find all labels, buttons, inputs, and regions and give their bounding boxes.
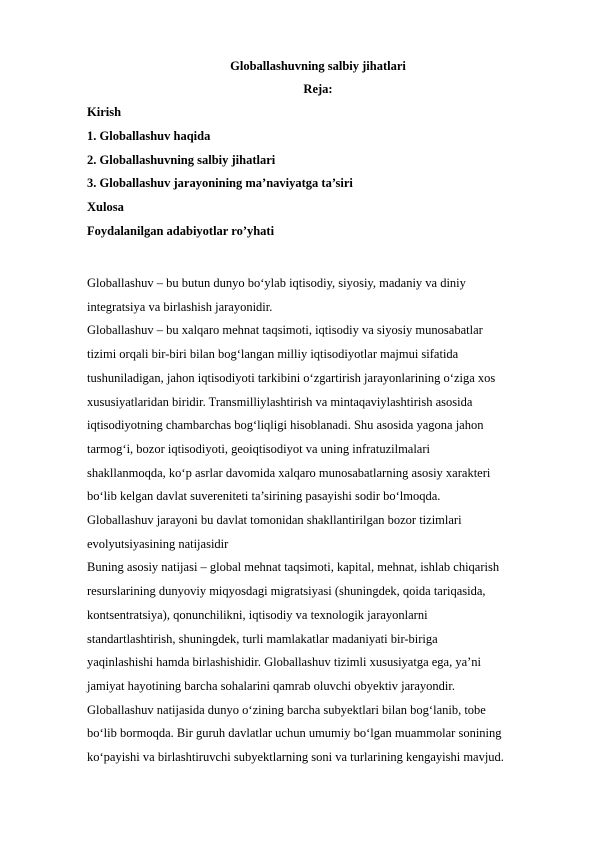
table-of-contents	[87, 101, 547, 244]
text-line: Globallashuv – bu xalqaro mehnat taqsimoti, iqtisodiy va siyosiy munosabatlar	[87, 323, 483, 338]
text-line: yaqinlashishi hamda birlashishidir. Globallashuv tizimli xususiyatga ega, ya’ni	[87, 655, 482, 670]
toc-item: 3. Globallashuv jarayonining ma’naviyatga ta’siri	[87, 176, 353, 191]
text-line: integratsiya va birlashish jarayonidir.	[87, 299, 273, 314]
text-line: bo‘lib bormoqda. Bir guruh davlatlar uchun umumiy bo‘lgan muammolar sonining	[87, 726, 502, 741]
toc-item: Foydalanilgan adabiyotlar ro’yhati	[87, 223, 275, 238]
text-line: standartlashtirish, shuningdek, turli mamlakatlar madaniyati bir-biriga	[87, 631, 438, 646]
text-line: tushuniladigan, jahon iqtisodiyoti tarkibini o‘zgartirish jarayonlarining o‘ziga xos	[87, 370, 496, 385]
text-line: resurslarining dunyoviy miqyosdagi migratsiyasi (shuningdek, qoida tariqasida,	[87, 584, 486, 599]
text-line: ko‘payishi va birlashtiruvchi subyektlarning soni va turlarining kengayishi mavjud.	[87, 750, 504, 765]
text-line: Globallashuv – bu butun dunyo bo‘ylab iqtisodiy, siyosiy, madaniy va diniy	[87, 276, 466, 290]
text-line: xususiyatlaridan biridir. Transmilliylashtirish va mintaqaviylashtirish asosida	[87, 394, 473, 409]
text-line: kontsentratsiya), qonunchilikni, iqtisodiy va texnologik jarayonlarni	[87, 607, 428, 622]
text-line: jamiyat hayotining barcha sohalarini qamrab oluvchi obyektiv jarayondir.	[87, 678, 455, 693]
toc-item: 2. Globallashuvning salbiy jihatlari	[87, 152, 276, 167]
toc-item: Kirish	[87, 105, 122, 119]
toc-item: 1. Globallashuv haqida	[87, 128, 211, 143]
document-title: Globallashuvning salbiy jihatlari	[230, 59, 406, 73]
text-line: shakllanmoqda, ko‘p asrlar davomida xalqaro munosabatlarning asosiy xarakteri	[87, 465, 491, 480]
text-line: tarmog‘i, bozor iqtisodiyoti, geoiqtisodiyot va uning infratuzilmalari	[87, 441, 430, 456]
text-line: Globallashuv natijasida dunyo o‘zining barcha subyektlari bilan bog‘lanib, tobe	[87, 702, 486, 717]
plan-heading: Reja:	[303, 82, 333, 96]
toc-item: Xulosa	[87, 200, 124, 215]
text-line: Buning asosiy natijasi – global mehnat taqsimoti, kapital, mehnat, ishlab chiqarish	[87, 560, 500, 575]
text-line: tizimi orqali bir-biri bilan bog‘langan milliy iqtisodiyotlar majmui sifatida	[87, 347, 459, 362]
text-line: evolyutsiyasining natijasidir	[87, 536, 229, 551]
text-line: Globallashuv jarayoni bu davlat tomonidan shakllantirilgan bozor tizimlari	[87, 513, 462, 528]
text-line: iqtisodiyotning chambarchas bog‘liqligi hisoblanadi. Shu asosida yagona jahon	[87, 418, 484, 433]
body-text	[87, 272, 557, 770]
text-line: bo‘lib kelgan davlat suvereniteti ta’sirining pasayishi sodir bo‘lmoqda.	[87, 489, 441, 504]
